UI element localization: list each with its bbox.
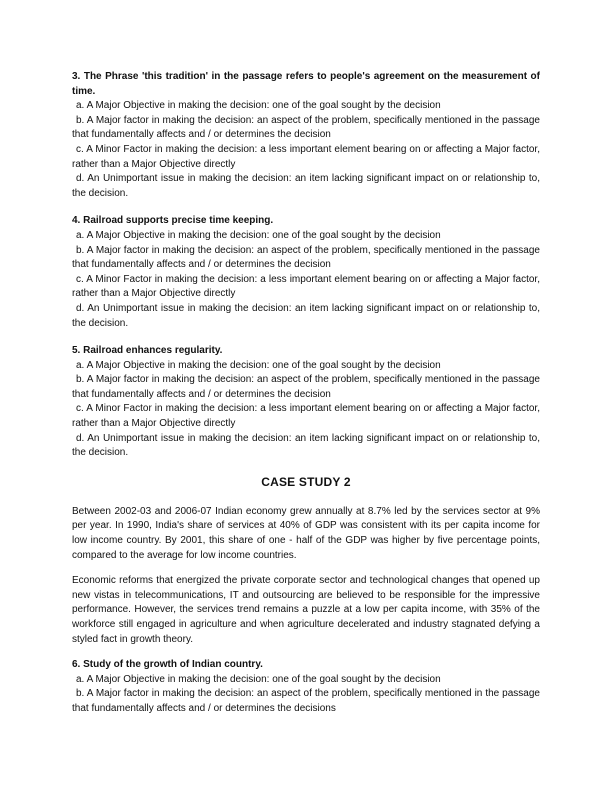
option-d: d. An Unimportant issue in making the decision: an item lacking significant impact on or relationship to, the decision. <box>72 302 540 329</box>
question-title: 4. Railroad supports precise time keeping. <box>72 215 274 227</box>
option-b: b. A Major factor in making the decision: an aspect of the problem, specifically mentioned in the passage that fundamentally affects and / or determines the decision <box>72 244 540 271</box>
question-title: 6. Study of the growth of Indian country. <box>72 659 263 671</box>
question-4 <box>72 214 540 331</box>
option-b: b. A Major factor in making the decision: an aspect of the problem, specifically mentioned in the passage that fundamentally affects and / or determines the decision <box>72 114 540 141</box>
option-a: a. A Major Objective in making the decision: one of the goal sought by the decision <box>76 359 441 371</box>
question-6 <box>72 658 540 716</box>
option-c: c. A Minor Factor in making the decision: a less important element bearing on or affecting a Major factor, rather than a Major Objective directly <box>72 273 540 300</box>
option-a: a. A Major Objective in making the decision: one of the goal sought by the decision <box>76 229 441 241</box>
document-page <box>72 70 540 730</box>
option-c: c. A Minor Factor in making the decision: a less important element bearing on or affecting a Major factor, rather than a Major Objective directly <box>72 403 540 430</box>
option-a: a. A Major Objective in making the decision: one of the goal sought by the decision <box>76 673 441 685</box>
case-study-paragraph-2: Economic reforms that energized the private corporate sector and technological changes that opened up new vistas in telecommunications, IT and outsourcing are believed to be responsible for the impressive performance. However, the services trend remains a puzzle at a low per capita income, with 35% of the workforce still engaged in agriculture and when agriculture decelerated and industry stagnated defying a styled fact in growth theory. <box>72 575 540 645</box>
question-5 <box>72 344 540 461</box>
option-b: b. A Major factor in making the decision: an aspect of the problem, specifically mentioned in the passage that fundamentally affects and / or determines the decision <box>72 374 540 400</box>
option-d: d. An Unimportant issue in making the decision: an item lacking significant impact on or relationship to, the decision. <box>72 173 540 199</box>
question-3 <box>72 70 540 201</box>
case-study-heading: CASE STUDY 2 <box>261 474 351 489</box>
question-title: 3. The Phrase 'this tradition' in the passage refers to people's agreement on the measurement of time. <box>72 71 540 97</box>
option-c: c. A Minor Factor in making the decision: a less important element bearing on or affecting a Major factor, rather than a Major Objective directly <box>72 143 540 170</box>
option-b: b. A Major factor in making the decision: an aspect of the problem, specifically mentioned in the passage that fundamentally affects and / or determines the decisions <box>72 688 540 714</box>
option-d: d. An Unimportant issue in making the decision: an item lacking significant impact on or relationship to, the decision. <box>72 432 540 459</box>
case-study-paragraph-1: Between 2002-03 and 2006-07 Indian economy grew annually at 8.7% led by the services sector at 9% per year. In 1990, India's share of services at 40% of GDP was consistent with its per capita income for low income country. By 2001, this share of one - half of the GDP was higher by five percentage points, compared to the average for low income countries. <box>72 505 540 561</box>
option-a: a. A Major Objective in making the decision: one of the goal sought by the decision <box>76 100 441 112</box>
question-title: 5. Railroad enhances regularity. <box>72 345 223 357</box>
